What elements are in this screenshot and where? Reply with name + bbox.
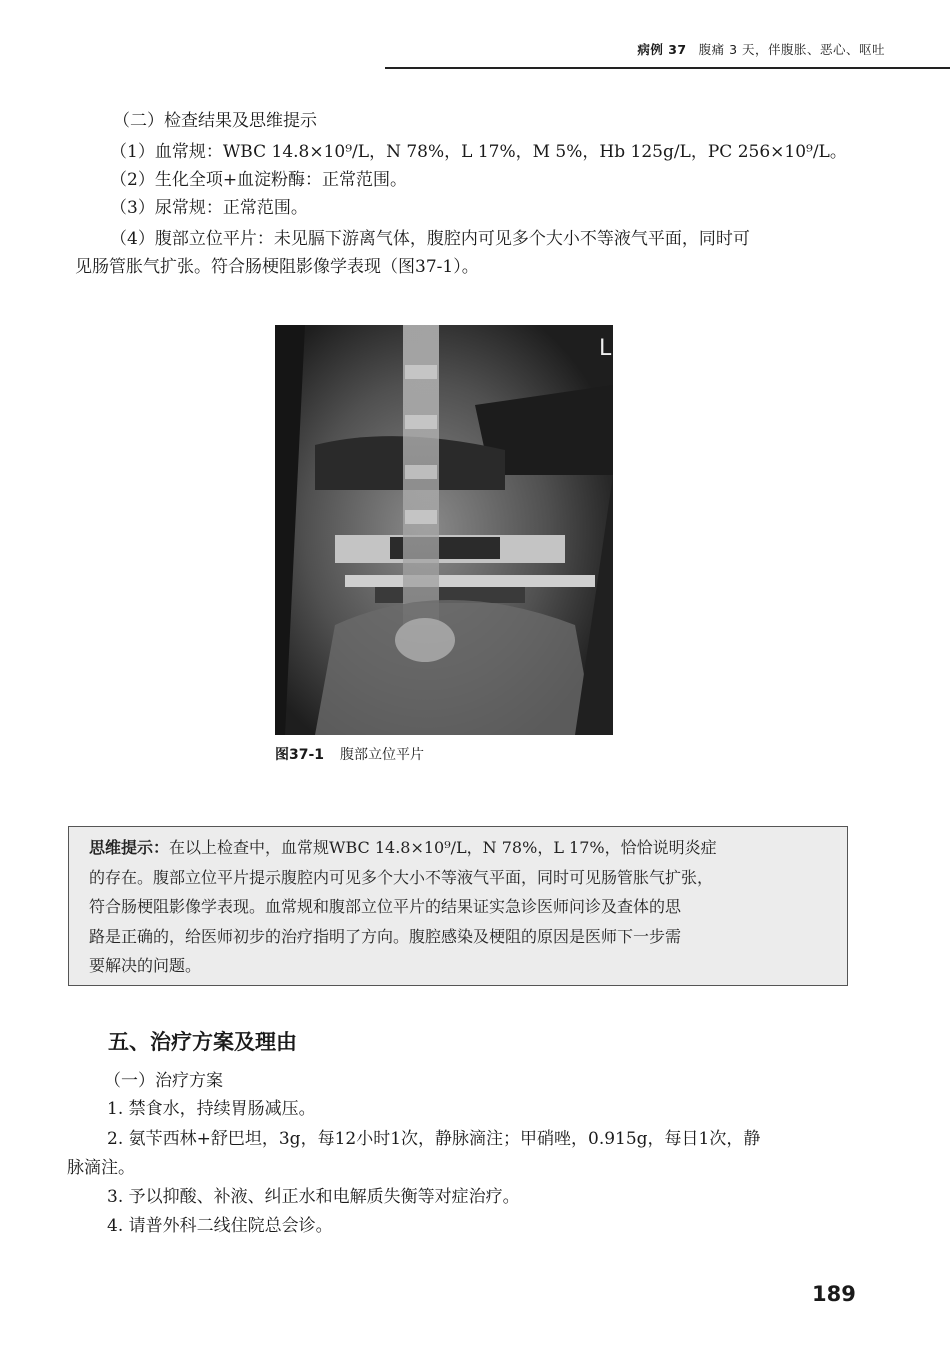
- page-number: 189: [812, 1282, 856, 1306]
- case-title: 腹痛 3 天，伴腹胀、恶心、呕吐: [698, 42, 885, 57]
- treatment-subheading: （一）治疗方案: [104, 1071, 223, 1091]
- thinking-hint-box: [68, 826, 848, 986]
- exam-item-biochem: （2）生化全项+血淀粉酶：正常范围。: [110, 170, 408, 190]
- hint-line-1: 思维提示：在以上检查中，血常规WBC 14.8×10⁹/L，N 78%，L 17%，恰恰说明炎症: [89, 838, 717, 857]
- hint-line-4: 路是正确的，给医师初步的治疗指明了方向。腹腔感染及梗阻的原因是医师下一步需: [89, 926, 682, 946]
- hint-label: 思维提示：: [89, 838, 170, 857]
- xray-side-marker: L: [599, 336, 612, 361]
- figure-label: 图37-1: [275, 747, 325, 763]
- running-header: [0, 40, 885, 58]
- case-number: 病例 37: [637, 42, 687, 57]
- hint-line-5: 要解决的问题。: [89, 956, 202, 975]
- figure-caption: [275, 744, 424, 764]
- hint-line-3: 符合肠梗阻影像学表现。血常规和腹部立位平片的结果证实急诊医师问诊及查体的思: [89, 897, 682, 916]
- figure-caption-text: 腹部立位平片: [340, 747, 425, 763]
- treatment-item-4: 4. 请普外科二线住院总会诊。: [107, 1216, 333, 1236]
- treatment-item-2-cont: 脉滴注。: [67, 1158, 135, 1178]
- exam-item-urine: （3）尿常规：正常范围。: [110, 198, 308, 218]
- treatment-item-2: 2. 氨苄西林+舒巴坦，3g，每12小时1次，静脉滴注；甲硝唑，0.915g，每日1次，静: [107, 1129, 761, 1149]
- exam-item-xray: （4）腹部立位平片：未见膈下游离气体，腹腔内可见多个大小不等液气平面，同时可: [110, 229, 750, 249]
- treatment-item-3: 3. 予以抑酸、补液、纠正水和电解质失衡等对症治疗。: [107, 1187, 520, 1207]
- abdominal-xray-image: [275, 325, 613, 735]
- hint-line-2: 的存在。腹部立位平片提示腹腔内可见多个大小不等液气平面，同时可见肠管胀气扩张，: [89, 867, 714, 887]
- exam-item-xray-cont: 见肠管胀气扩张。符合肠梗阻影像学表现（图37-1）。: [75, 257, 479, 277]
- exam-item-blood: （1）血常规：WBC 14.8×10⁹/L，N 78%，L 17%，M 5%，Hb 125g/L，PC 256×10⁹/L。: [110, 142, 847, 162]
- treatment-item-1: 1. 禁食水，持续胃肠减压。: [107, 1099, 316, 1119]
- section-title-treatment: 五、治疗方案及理由: [108, 1030, 297, 1054]
- header-rule: [385, 67, 950, 69]
- exam-subheading: （二）检查结果及思维提示: [113, 111, 317, 131]
